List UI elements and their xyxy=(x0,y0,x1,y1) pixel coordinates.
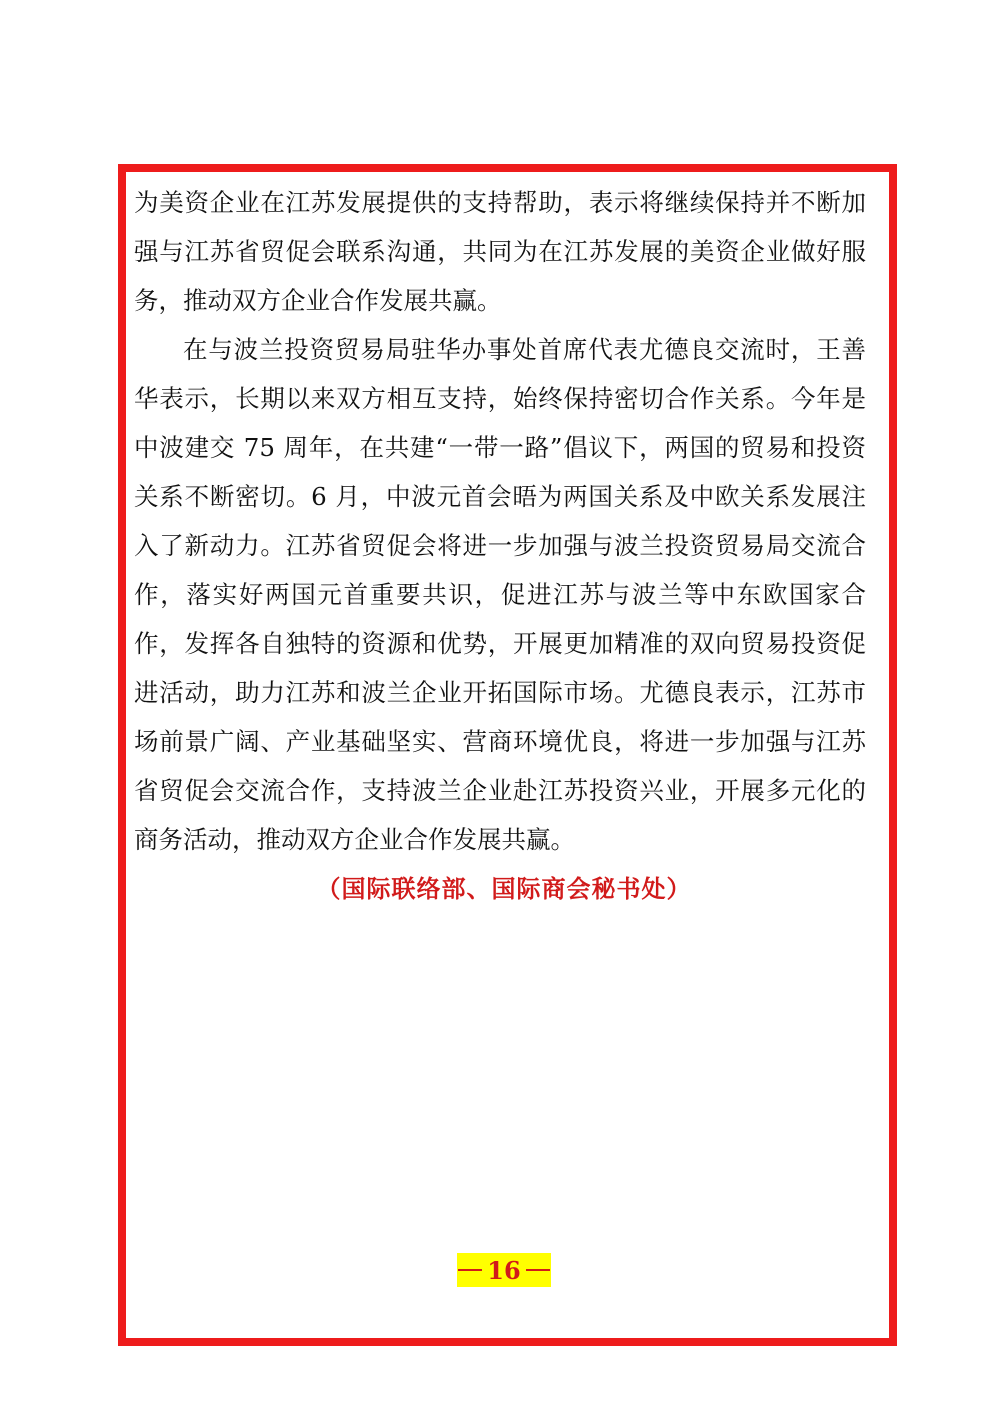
source-department: （国际联络部、国际商会秘书处） xyxy=(316,874,692,903)
paragraph-poland-meeting: 在与波兰投资贸易局驻华办事处首席代表尤德良交流时，王善华表示，长期以来双方相互支持，始终保持密切合作关系。今年是中波建交 75 周年，在共建“一带一路”倡议下，两国的贸易和投资关系不断密切。6 月，中波元首会晤为两国关系及中欧关系发展注入了新动力。江苏省贸促会将进一步加强与波兰投资贸易局交流合作，落实好两国元首重要共识，促进江苏与波兰等中东欧国家合作，发挥各自独特的资源和优势，开展更加精准的双向贸易投资促进活动，助力江苏和波兰企业开拓国际市场。尤德良表示，江苏市场前景广阔、产业基础坚实、营商环境优良，将进一步加强与江苏省贸促会交流合作，支持波兰企业赴江苏投资兴业，开展多元化的商务活动，推动双方企业合作发展共赢。 xyxy=(134,335,866,854)
paragraph-continued: 为美资企业在江苏发展提供的支持帮助，表示将继续保持并不断加强与江苏省贸促会联系沟通，共同为在江苏发展的美资企业做好服务，推动双方企业合作发展共赢。 xyxy=(134,188,866,315)
document-body xyxy=(134,178,866,914)
page-number-box xyxy=(457,1253,551,1287)
right-dash xyxy=(526,1269,550,1271)
page-number: 16 xyxy=(487,1255,521,1285)
left-dash xyxy=(458,1269,482,1271)
